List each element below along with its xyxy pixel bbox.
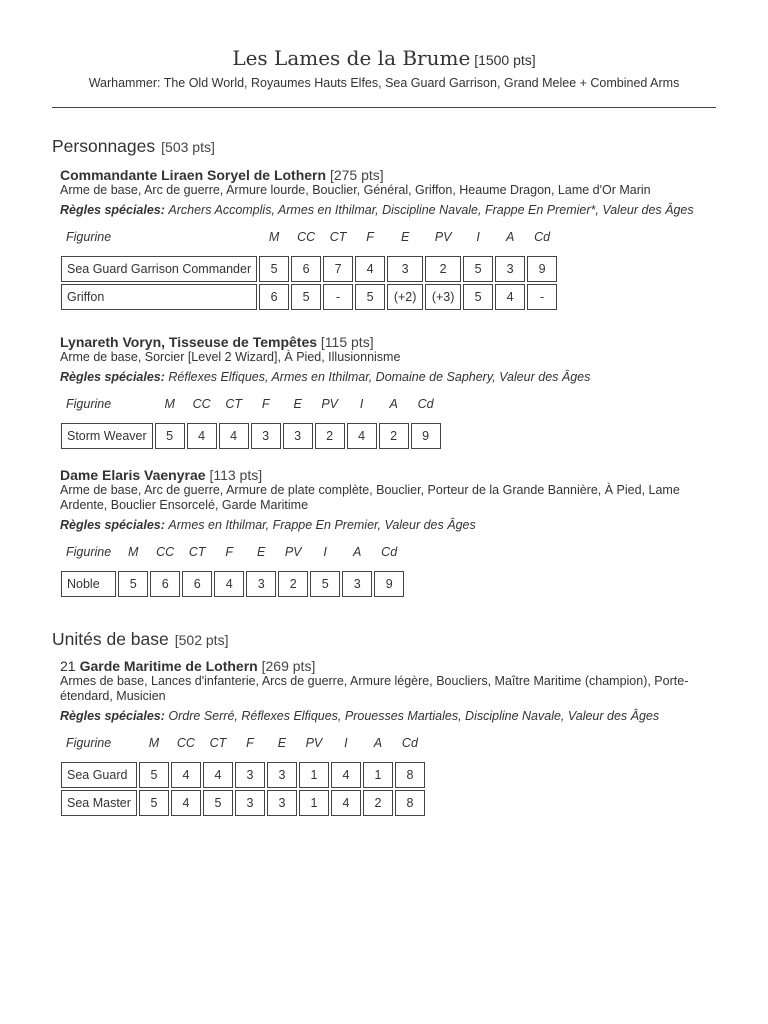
unit-entry [60,334,718,451]
roster-subtitle: Warhammer: The Old World, Royaumes Hauts Elfes, Sea Guard Garrison, Grand Melee + Combined Arms [88,76,680,90]
stat-header-pv: PV [434,230,452,244]
stat-header-e: E [257,545,266,559]
stat-header-f: F [366,230,374,244]
special-rules-label: Règles spéciales: [60,518,169,532]
stat-cell-m: 5 [139,762,169,788]
stat-cell-f: 5 [355,284,385,310]
unit-points: [269 pts] [261,658,316,674]
stat-cell-cd: 8 [395,790,425,816]
stat-cell-cd: 9 [527,256,557,282]
stat-model-name: Sea Master [61,790,137,816]
stat-header-m: M [164,397,175,411]
stat-cell-ct: 7 [323,256,353,282]
stat-header-e: E [400,230,410,244]
unit-name: Commandante Liraen Soryel de Lothern [60,167,330,183]
special-rules-text: Réflexes Elfiques, Armes en Ithilmar, Domaine de Saphery, Valeur des Âges [168,370,591,384]
unit-name: Garde Maritime de Lothern [79,658,262,674]
stat-cell-i: 4 [347,423,377,449]
section-title-text: Unités de base [52,629,169,649]
stat-cell-e: 3 [283,423,313,449]
stat-header-a: A [389,397,398,411]
stat-row [61,762,425,788]
stat-cell-m: 5 [139,790,169,816]
stat-cell-f: 4 [214,571,244,597]
stat-row [61,790,425,816]
stat-cell-pv: 1 [299,790,329,816]
stat-cell-ct: 6 [182,571,212,597]
stat-table [59,730,427,818]
stat-header-cc: CC [192,397,211,411]
stat-cell-e: 3 [387,256,423,282]
stat-cell-cc: 5 [291,284,321,310]
unit-name-line [60,658,718,674]
unit-count: 21 [60,658,76,674]
unit-special-rules [60,201,718,220]
unit-special-rules [60,707,718,726]
roster-points: [1500 pts] [474,52,536,68]
stat-header-cc: CC [297,230,316,244]
stat-header-cd: Cd [381,545,398,559]
stat-cell-ct: - [323,284,353,310]
stat-cell-f: 3 [235,790,265,816]
stat-cell-pv: 2 [425,256,461,282]
stat-header-cc: CC [176,736,195,750]
stat-header-i: I [344,736,348,750]
stat-cell-m: 5 [155,423,185,449]
stat-row [61,256,557,282]
roster-title: Les Lames de la Brume [232,46,471,70]
special-rules-text: Armes en Ithilmar, Frappe En Premier, Valeur des Âges [168,518,476,532]
unit-name-line [60,167,718,183]
stat-header-ct: CT [225,397,242,411]
unit-points: [275 pts] [329,167,384,183]
stat-cell-a: 2 [363,790,393,816]
stat-cell-cc: 4 [171,762,201,788]
section-title [52,136,718,157]
section-personnages [52,136,718,599]
section-points: [503 pts] [161,139,215,155]
stat-header-m: M [268,230,280,244]
unit-entry [60,467,718,599]
stat-cell-a: 4 [495,284,525,310]
unit-equipment: Armes de base, Lances d'infanterie, Arcs de guerre, Armure légère, Boucliers, Maître Maritime (champion), Porte-étendard, Musicien [60,674,689,703]
stat-header-i: I [359,397,364,411]
stat-header-figurine: Figurine [66,230,112,244]
stat-header-cd: Cd [401,736,418,750]
stat-header-pv: PV [321,397,338,411]
stat-cell-i: 5 [463,256,493,282]
stat-cell-f: 3 [251,423,281,449]
stat-header-m: M [127,545,139,559]
unit-name: Lynareth Voryn, Tisseuse de Tempêtes [60,334,321,350]
unit-points: [115 pts] [320,334,374,350]
section-title-text: Personnages [52,136,156,156]
special-rules-text: Ordre Serré, Réflexes Elfiques, Prouesses Martiales, Discipline Navale, Valeur des Âges [168,709,660,723]
stat-header-cc: CC [156,545,175,559]
stat-cell-e: (+2) [387,284,423,310]
stat-header-ct: CT [188,545,206,559]
stat-cell-cd: 8 [395,762,425,788]
stat-header-ct: CT [329,230,347,244]
stat-cell-pv: (+3) [425,284,461,310]
special-rules-text: Archers Accomplis, Armes en Ithilmar, Discipline Navale, Frappe En Premier*, Valeur des Âges [168,203,694,217]
stat-cell-i: 4 [331,762,361,788]
stat-header-a: A [373,736,383,750]
stat-table [59,539,406,599]
stat-header-row [61,226,557,254]
stat-cell-ct: 4 [203,762,233,788]
stat-header-figurine: Figurine [66,397,112,411]
stat-header-e: E [277,736,287,750]
unit-name: Dame Elaris Vaenyrae [60,467,210,483]
stat-header-a: A [353,545,362,559]
unit-name-line [60,467,718,483]
stat-model-name: Storm Weaver [61,423,153,449]
stat-header-m: M [148,736,160,750]
roster-content [0,136,768,818]
header-divider [52,107,716,108]
stat-cell-m: 5 [118,571,148,597]
stat-header-pv: PV [305,736,323,750]
stat-header-row [61,541,404,569]
stat-model-name: Noble [61,571,116,597]
stat-header-cd: Cd [417,397,434,411]
stat-cell-e: 3 [246,571,276,597]
stat-cell-cd: 9 [411,423,441,449]
stat-table [59,391,443,451]
stat-cell-cc: 4 [171,790,201,816]
unit-entry [60,167,718,312]
stat-cell-pv: 2 [315,423,345,449]
stat-cell-f: 3 [235,762,265,788]
stat-cell-a: 2 [379,423,409,449]
roster-header [0,0,768,90]
stat-cell-i: 4 [331,790,361,816]
stat-cell-cd: 9 [374,571,404,597]
stat-header-figurine: Figurine [66,545,112,559]
section-points: [502 pts] [174,632,229,648]
stat-cell-m: 6 [259,284,289,310]
stat-cell-e: 3 [267,790,297,816]
stat-cell-i: 5 [310,571,340,597]
stat-cell-cc: 4 [187,423,217,449]
stat-cell-cd: - [527,284,557,310]
stat-row [61,423,441,449]
stat-header-row [61,393,441,421]
stat-header-f: F [246,736,254,750]
stat-model-name: Sea Guard [61,762,137,788]
unit-name-line [60,334,718,350]
stat-header-cd: Cd [534,230,551,244]
stat-row [61,571,404,597]
unit-equipment: Arme de base, Arc de guerre, Armure lourde, Bouclier, Général, Griffon, Heaume Dragon, Lame d'Or Marin [60,183,651,197]
unit-special-rules [60,368,718,387]
stat-header-i: I [476,230,480,244]
title-line [0,46,768,70]
stat-cell-a: 1 [363,762,393,788]
stat-row [61,284,557,310]
special-rules-label: Règles spéciales: [60,709,169,723]
stat-cell-ct: 4 [219,423,249,449]
stat-header-pv: PV [284,545,302,559]
special-rules-label: Règles spéciales: [60,370,169,384]
section-unites-de-base [52,629,718,818]
stat-cell-pv: 2 [278,571,308,597]
stat-header-row [61,732,425,760]
unit-special-rules [60,516,718,535]
stat-model-name: Griffon [61,284,257,310]
stat-cell-cc: 6 [291,256,321,282]
section-title [52,629,718,650]
stat-cell-i: 5 [463,284,493,310]
stat-header-e: E [293,397,302,411]
special-rules-label: Règles spéciales: [60,203,169,217]
stat-cell-ct: 5 [203,790,233,816]
stat-cell-cc: 6 [150,571,180,597]
stat-header-ct: CT [209,736,227,750]
unit-equipment: Arme de base, Sorcier [Level 2 Wizard], À Pied, Illusionnisme [60,350,401,364]
unit-entry [60,658,718,818]
stat-header-f: F [261,397,270,411]
stat-cell-f: 4 [355,256,385,282]
unit-points: [113 pts] [209,467,263,483]
stat-header-i: I [323,545,327,559]
stat-cell-a: 3 [495,256,525,282]
unit-equipment: Arme de base, Arc de guerre, Armure de plate complète, Bouclier, Porteur de la Grande Bannière, À Pied, Lame Ardente, Bouclier Ensorcelé, Garde Maritime [60,483,680,512]
stat-model-name: Sea Guard Garrison Commander [61,256,257,282]
stat-header-figurine: Figurine [66,736,112,750]
stat-table [59,224,559,312]
stat-header-f: F [225,545,233,559]
stat-header-a: A [505,230,515,244]
stat-cell-a: 3 [342,571,372,597]
stat-cell-e: 3 [267,762,297,788]
stat-cell-m: 5 [259,256,289,282]
stat-cell-pv: 1 [299,762,329,788]
